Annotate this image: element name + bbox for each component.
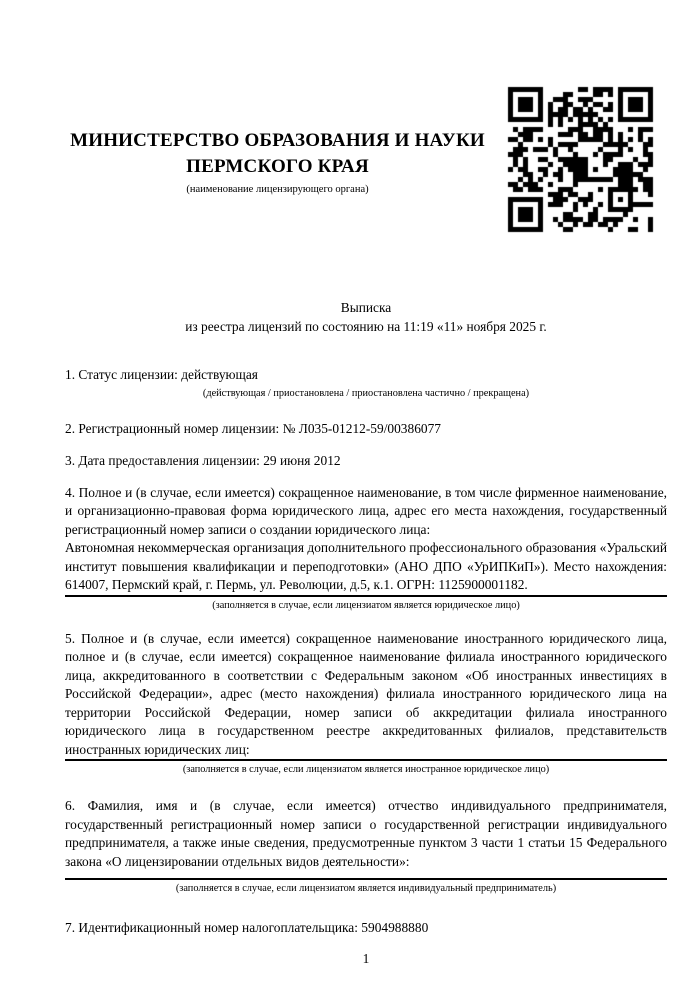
document-title-line1: Выписка: [340, 300, 392, 315]
field-license-status-caption: (действующая / приостановлена / приостановлена частично / прекращена): [202, 387, 530, 399]
field-license-status: 1. Статус лицензии: действующая: [65, 367, 258, 382]
ministry-name-line1: МИНИСТЕРСТВО ОБРАЗОВАНИЯ И НАУКИ: [70, 130, 485, 151]
divider-foreign-entity: [65, 759, 667, 761]
field-taxpayer-id: 7. Идентификационный номер налогоплательщика: 5904988880: [65, 920, 429, 935]
page-number: 1: [362, 950, 370, 966]
divider-individual-entrepreneur: [65, 878, 667, 880]
licensing-authority-block: [65, 128, 490, 196]
field-legal-entity-label: 4. Полное и (в случае, если имеется) сокращенное наименование, в том числе фирменное наименование, и организационно-правовая форма юридического лица, адрес его места нахождения, государственный регистрационный номер записи о создании юридического лица:: [65, 484, 667, 537]
document-body: [65, 299, 667, 968]
licensing-authority-caption: (наименование лицензирующего органа): [186, 184, 369, 195]
document-title: [65, 299, 667, 336]
field-license-grant-date: 3. Дата предоставления лицензии: 29 июня 2012: [65, 453, 341, 468]
divider-legal-entity: [65, 595, 667, 597]
field-individual-entrepreneur-label: 6. Фамилия, имя и (в случае, если имеется) отчество индивидуального предпринимателя, государственный регистрационный номер записи о государственной регистрации индивидуального предпринимателя, а также иные сведения, предусмотренные пунктом 3 части 1 статьи 15 Федерального закона «О лицензировании отдельных видов деятельности»:: [65, 798, 667, 869]
field-foreign-entity-label: 5. Полное и (в случае, если имеется) сокращенное наименование иностранного юридического лица, полное и (в случае, если имеется) сокращенное наименование филиала иностранного юридического лица, аккредитованного в соответствии с Федеральным законом «Об иностранных инвестициях в Российской Федерации», адрес (место нахождения) филиала иностранного юридического лица на территории Российской Федерации, номер записи об аккредитации филиала иностранного юридического лица в государственном реестре аккредитованных филиалов, представительств иностранных юридических лиц:: [65, 630, 667, 757]
field-legal-entity-caption: (заполняется в случае, если лицензиатом является юридическое лицо): [212, 599, 520, 611]
qr-code-icon: [505, 84, 657, 236]
field-legal-entity-value: Автономная некоммерческая организация дополнительного профессионального образования «Уральский институт повышения квалификации и переподготовки» (АНО ДПО «УрИПКиП»). Место нахождения: 614007, Пермский край, г. Пермь, ул. Революции, д.5, к.1. ОГРН: 1125900001182.: [65, 540, 667, 592]
ministry-name-line2: ПЕРМСКОГО КРАЯ: [186, 156, 369, 177]
document-header: [0, 0, 700, 270]
document-title-line2: из реестра лицензий по состоянию на 11:19 «11» ноября 2025 г.: [185, 318, 547, 334]
field-individual-entrepreneur-caption: (заполняется в случае, если лицензиатом является индивидуальный предприниматель): [175, 883, 557, 894]
field-foreign-entity-caption: (заполняется в случае, если лицензиатом является иностранное юридическое лицо): [182, 764, 550, 775]
field-registration-number: 2. Регистрационный номер лицензии: № Л035-01212-59/00386077: [65, 420, 441, 436]
